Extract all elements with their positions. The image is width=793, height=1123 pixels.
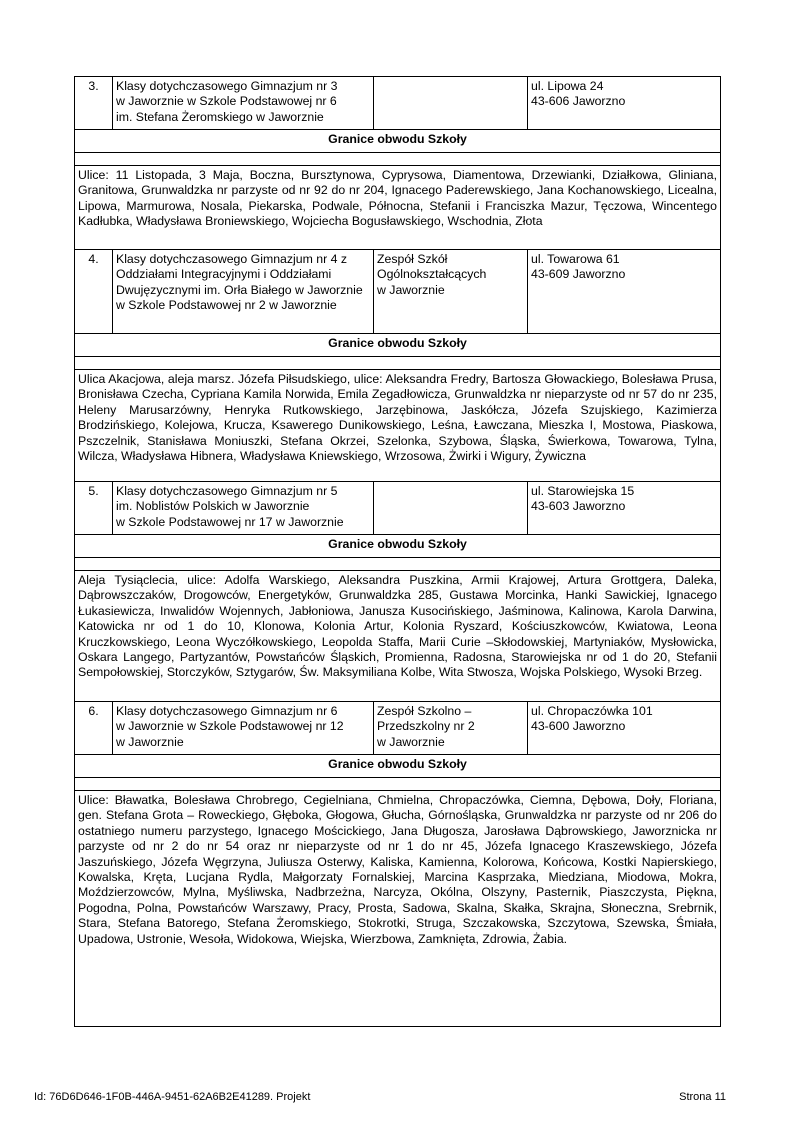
school-address: ul. Towarowa 61 43-609 Jaworzno <box>528 250 721 334</box>
district-heading-row <box>75 334 721 357</box>
district-heading: Granice obwodu Szkoły <box>75 535 721 558</box>
spacer-cell <box>75 153 721 166</box>
spacer-row <box>75 153 721 166</box>
spacer-cell <box>75 558 721 571</box>
row-number: 4. <box>75 250 113 334</box>
district-streets: Aleja Tysiąclecia, ulice: Adolfa Warskiego, Aleksandra Puszkina, Armii Krajowej, Artura Grottgera, Daleka, Dąbrowszczaków, Drogowców, Energetyków, Grunwaldzka 285, Gustawa Morcinka, Hanki Sawickiej, Ignacego Łukasiewicza, Inwalidów Wojennych, Jabłoniowa, Janusza Kusocińskiego, Jaśminowa, Kalinowa, Karola Darwina, Katowicka nr od 1 do 10, Klonowa, Kolonia Artur, Kolonia Ryszard, Kościuszkowców, Kwiatowa, Leona Kruczkowskiego, Leona Wyczółkowskiego, Leopolda Staffa, Marii Curie –Skłodowskiej, Martyniaków, Mysłowicka, Oskara Langego, Partyzantów, Powstańców Śląskich, Promienna, Radosna, Starowiejska nr od 1 do 20, Stefanii Sempołowskiej, Storczyków, Sztygarów, Św. Maksymiliana Kolbe, Wita Stwosza, Wojska Polskiego, Wysoki Brzeg. <box>75 571 721 702</box>
school-name: Klasy dotychczasowego Gimnazjum nr 4 z Oddziałami Integracyjnymi i Oddziałami Dwujęzycznymi im. Orła Białego w Jaworznie w Szkole Podstawowej nr 2 w Jaworznie <box>113 250 374 334</box>
district-streets: Ulica Akacjowa, aleja marsz. Józefa Piłsudskiego, ulice: Aleksandra Fredry, Bartosza Głowackiego, Bolesława Prusa, Bronisława Czecha, Cypriana Kamila Norwida, Emila Zegadłowicza, Grunwaldzka nr nieparzyste od nr 57 do nr 235, Heleny Marusarzówny, Henryka Rutkowskiego, Jarzębinowa, Jaskółcza, Józefa Szujskiego, Kazimierza Brodzińskiego, Kolejowa, Krucza, Ksawerego Dunikowskiego, Leśna, Ławczana, Mieszka I, Mostowa, Piaskowa, Pszczelnik, Stanisława Moniuszki, Stefana Okrzei, Szelonka, Szybowa, Śląska, Świerkowa, Towarowa, Tylna, Wilcza, Władysława Hibnera, Władysława Kniewskiego, Wrzosowa, Żwirki i Wigury, Żywiczna <box>75 370 721 482</box>
district-streets-row <box>75 370 721 482</box>
document-id: Id: 76D6D646-1F0B-446A-9451-62A6B2E41289. Projekt <box>34 1091 311 1103</box>
school-address: ul. Lipowa 24 43-606 Jaworzno <box>528 77 721 130</box>
school-complex: Zespół Szkół Ogólnokształcących w Jaworznie <box>374 250 528 334</box>
district-streets-row <box>75 166 721 250</box>
school-complex <box>374 77 528 130</box>
school-complex: Zespół Szkolno – Przedszkolny nr 2 w Jaworznie <box>374 702 528 755</box>
district-heading-row <box>75 130 721 153</box>
school-row <box>75 702 721 755</box>
page-number: Strona 11 <box>679 1091 726 1103</box>
district-heading-row <box>75 755 721 778</box>
school-name: Klasy dotychczasowego Gimnazjum nr 6 w Jaworznie w Szkole Podstawowej nr 12 w Jaworznie <box>113 702 374 755</box>
district-heading: Granice obwodu Szkoły <box>75 334 721 357</box>
school-name: Klasy dotychczasowego Gimnazjum nr 3 w Jaworznie w Szkole Podstawowej nr 6 im. Stefana Żeromskiego w Jaworznie <box>113 77 374 130</box>
school-row <box>75 250 721 334</box>
school-row <box>75 482 721 535</box>
district-streets: Ulice: Bławatka, Bolesława Chrobrego, Cegielniana, Chmielna, Chropaczówka, Ciemna, Dębowa, Doły, Floriana, gen. Stefana Grota – Roweckiego, Głęboka, Głogowa, Głucha, Górnośląska, Grunwaldzka nr parzyste od nr 206 do ostatniego numeru parzystego, Ignacego Mościckiego, Jana Długosza, Jarosława Dąbrowskiego, Jaworznicka nr parzyste od nr 2 do nr 54 oraz nr nieparzyste od nr 1 do nr 45, Józefa Ignacego Kraszewskiego, Józefa Jaszuńskiego, Józefa Węgrzyna, Juliusza Osterwy, Kaliska, Kamienna, Kolorowa, Końcowa, Kostki Napierskiego, Kowalska, Kręta, Lucjana Rydla, Małgorzaty Fornalskiej, Marcina Kasprzaka, Miedziana, Miodowa, Mokra, Moździerzowców, Mylna, Myśliwska, Nadbrzeżna, Narcyza, Okólna, Olszyny, Pasternik, Piaszczysta, Piękna, Pogodna, Polna, Powstańców Warszawy, Pracy, Prosta, Sadowa, Skalna, Skałka, Skrajna, Słoneczna, Srebrnik, Stara, Stefana Batorego, Stefana Żeromskiego, Stokrotki, Struga, Szczakowska, Szczytowa, Szewska, Śmiała, Upadowa, Ustronie, Wesoła, Widokowa, Wiejska, Wierzbowa, Zamknięta, Zdrowia, Żabia. <box>75 791 721 1027</box>
spacer-cell <box>75 357 721 370</box>
district-heading: Granice obwodu Szkoły <box>75 755 721 778</box>
school-address: ul. Chropaczówka 101 43-600 Jaworzno <box>528 702 721 755</box>
school-complex <box>374 482 528 535</box>
row-number: 6. <box>75 702 113 755</box>
school-name: Klasy dotychczasowego Gimnazjum nr 5 im. Noblistów Polskich w Jaworznie w Szkole Podstawowej nr 17 w Jaworznie <box>113 482 374 535</box>
district-heading: Granice obwodu Szkoły <box>75 130 721 153</box>
row-number: 5. <box>75 482 113 535</box>
district-streets: Ulice: 11 Listopada, 3 Maja, Boczna, Bursztynowa, Cyprysowa, Diamentowa, Drzewianki, Działkowa, Gliniana, Granitowa, Grunwaldzka nr parzyste od nr 92 do nr 204, Ignacego Paderewskiego, Jana Kochanowskiego, Licealna, Lipowa, Marmurowa, Nosala, Piekarska, Podwale, Północna, Stefanii i Franciszka Mazur, Tęczowa, Wincentego Kadłubka, Władysława Broniewskiego, Wojciecha Bogusławskiego, Wschodnia, Złota <box>75 166 721 250</box>
district-table <box>74 76 721 1027</box>
row-number: 3. <box>75 77 113 130</box>
spacer-row <box>75 778 721 791</box>
district-heading-row <box>75 535 721 558</box>
school-address: ul. Starowiejska 15 43-603 Jaworzno <box>528 482 721 535</box>
spacer-cell <box>75 778 721 791</box>
spacer-row <box>75 558 721 571</box>
district-streets-row <box>75 791 721 1027</box>
spacer-row <box>75 357 721 370</box>
school-row <box>75 77 721 130</box>
district-streets-row <box>75 571 721 702</box>
